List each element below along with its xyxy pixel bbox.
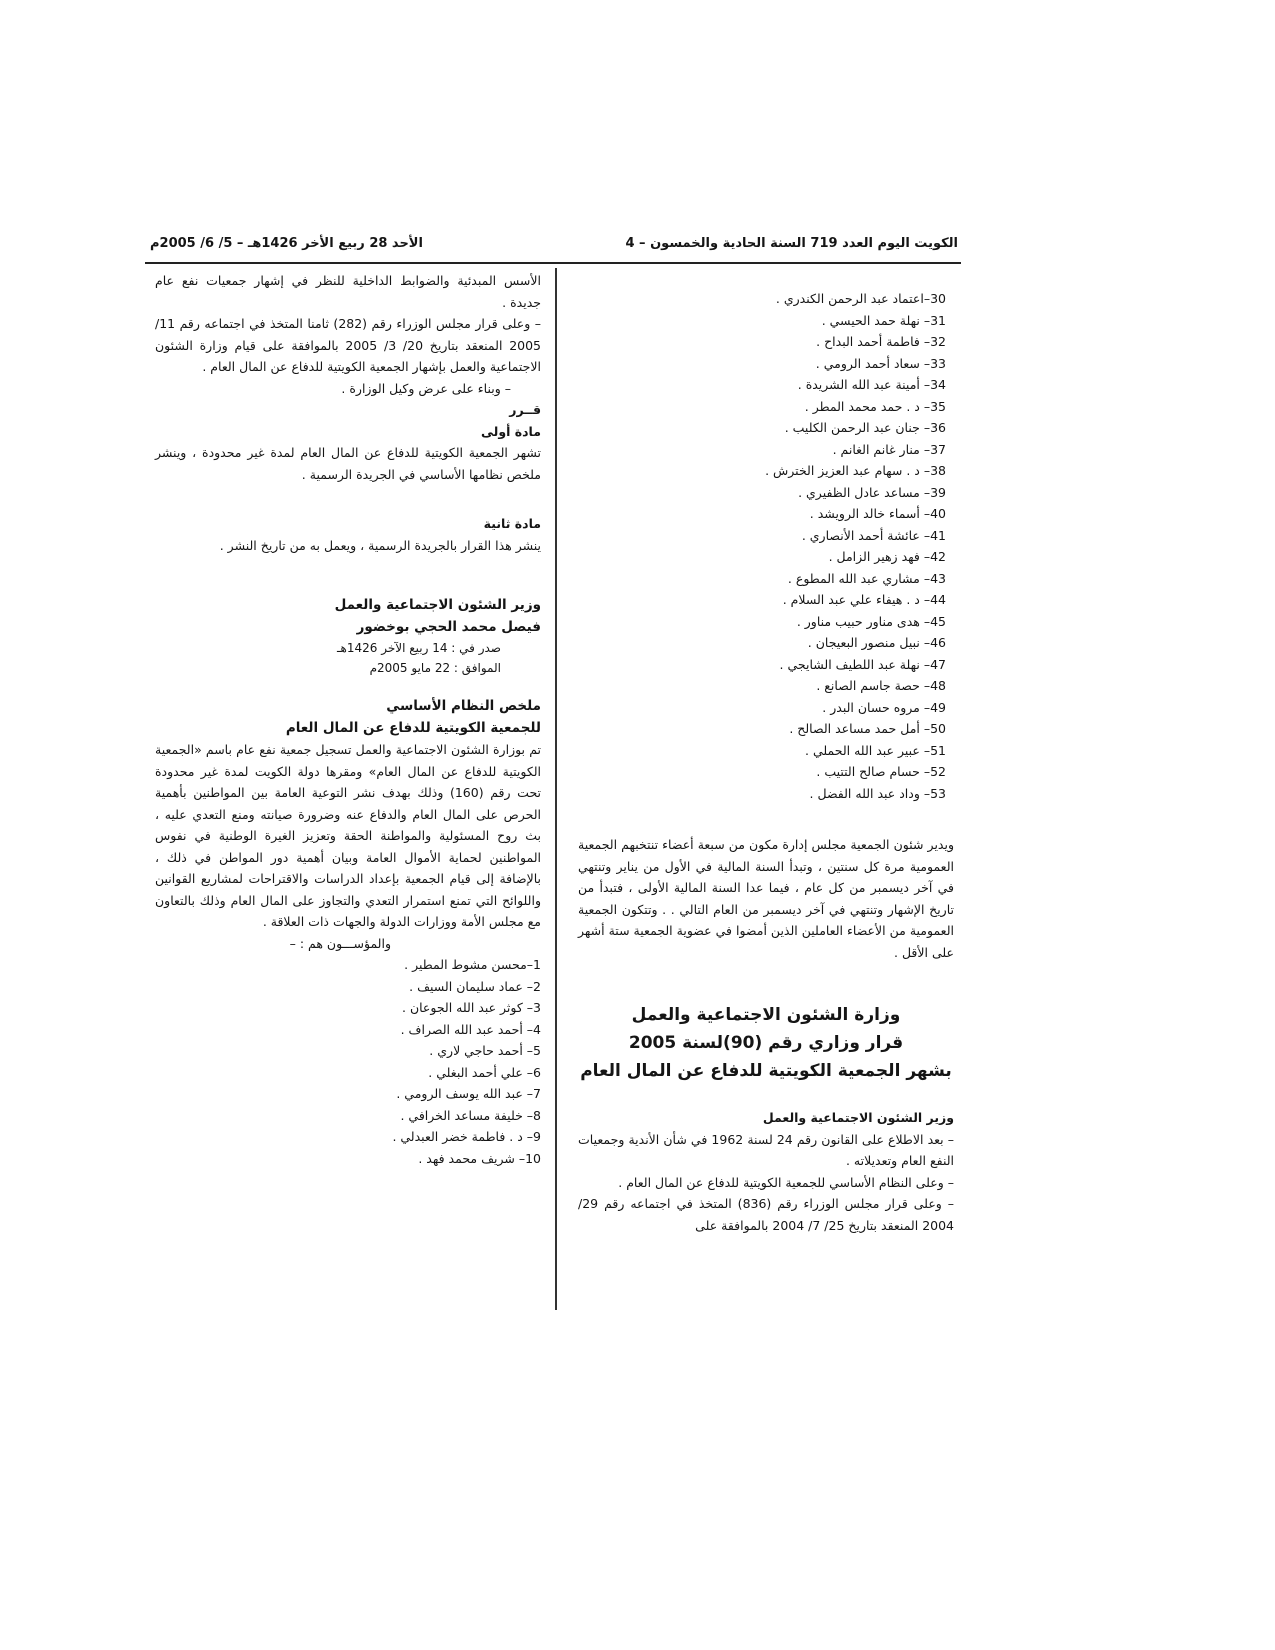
list-item: 32– فاطمة أحمد البداح . bbox=[816, 334, 946, 349]
summary-subtitle: للجمعية الكويتية للدفاع عن المال العام bbox=[285, 719, 541, 736]
founders-list bbox=[155, 954, 541, 1169]
column-divider bbox=[555, 268, 557, 1310]
management-paragraph: ويدير شئون الجمعية مجلس إدارة مكون من سبعة أعضاء تنتخبهم الجمعية العمومية مرة كل سنتين ، وتبدأ السنة المالية في الأول من يناير وتنتهي في آخر ديسمبر من كل عام ، فيما عدا السنة المالية الأولى ، فتبدأ من تاريخ الإشهار وتنتهي في آخر ديسمبر من العام التالي . . وتتكون الجمعية العمومية من الأعضاء العاملين الذين أمضوا في عضوية الجمعية ستة أشهر على الأقل . bbox=[578, 837, 954, 960]
list-item: 43– مشاري عبد الله المطوع . bbox=[787, 570, 946, 586]
summary-title: ملخص النظام الأساسي bbox=[386, 698, 541, 714]
members-list bbox=[701, 288, 946, 804]
decree-ministry-title: وزارة الشئون الاجتماعية والعمل bbox=[631, 1005, 901, 1025]
list-item: 52– حسام صالح التتيب . bbox=[816, 764, 946, 779]
article-1-title: مادة أولى bbox=[481, 423, 541, 439]
page-header bbox=[150, 232, 958, 260]
list-item: 39– مساعد عادل الظفيري . bbox=[798, 484, 946, 500]
whereas-clause: – وعلى النظام الأساسي للجمعية الكويتية للدفاع عن المال العام . bbox=[618, 1174, 954, 1190]
decree-title-block bbox=[578, 1001, 954, 1085]
list-item: 50– أمل حمد مساعد الصالح . bbox=[789, 721, 946, 736]
list-item: 47– نهلة عبد اللطيف الشايجي . bbox=[779, 656, 946, 672]
list-item: 44– د . هيفاء علي عبد السلام . bbox=[782, 592, 946, 607]
continued-paragraph: الأسس المبدئية والضوابط الداخلية للنظر في إشهار جمعيات نفع عام جديدة . bbox=[155, 273, 541, 310]
list-item: 5– أحمد حاجي لاري . bbox=[429, 1043, 541, 1058]
list-item: 36– جنان عبد الرحمن الكليب . bbox=[784, 420, 946, 435]
decree-number-title: قرار وزاري رقم (90)لسنة 2005 bbox=[628, 1033, 904, 1053]
signature-name: فيصل محمد الحجي بوخضور bbox=[356, 619, 541, 635]
list-item: 8– خليفة مساعد الخرافي . bbox=[400, 1107, 541, 1123]
list-item: 9– د . فاطمة خضر العبدلي . bbox=[392, 1129, 541, 1144]
list-item: 38– د . سهام عبد العزيز الخترش . bbox=[765, 463, 946, 478]
list-item: 48– حصة جاسم الصانع . bbox=[816, 678, 946, 693]
list-item: 40– أسماء خالد الرويشد . bbox=[809, 506, 946, 521]
corresponding-date: الموافق : 22 مايو 2005م bbox=[369, 661, 501, 675]
list-item: 6– علي أحمد البغلي . bbox=[428, 1064, 541, 1080]
list-item: 7– عبد الله يوسف الرومي . bbox=[396, 1086, 541, 1101]
decree-subject-title: بشهر الجمعية الكويتية للدفاع عن المال العام bbox=[580, 1061, 952, 1081]
header-date: الأحد 28 ربيع الأخر 1426هـ – 5/ 6/ 2005م bbox=[150, 236, 423, 251]
whereas-clause: – وبناء على عرض وكيل الوزارة . bbox=[341, 380, 511, 396]
left-column bbox=[155, 270, 541, 1169]
signature-title: وزير الشئون الاجتماعية والعمل bbox=[334, 597, 541, 613]
article-1-text: تشهر الجمعية الكويتية للدفاع عن المال العام لمدة غير محدودة ، وينشر ملخص نظامها الأساسي في الجريدة الرسمية . bbox=[155, 445, 541, 482]
list-item: 4– أحمد عبد الله الصراف . bbox=[400, 1021, 541, 1037]
list-item: 46– نبيل منصور البعيجان . bbox=[807, 635, 946, 650]
issue-date: صدر في : 14 ربيع الآخر 1426هـ bbox=[337, 641, 501, 655]
list-item: 53– وداد عبد الله الفضل . bbox=[809, 785, 946, 801]
decided-heading: قــرر bbox=[509, 402, 541, 417]
whereas-clause: – بعد الاطلاع على القانون رقم 24 لسنة 1962 في شأن الأندية وجمعيات النفع العام وتعديلاته . bbox=[578, 1131, 954, 1168]
right-column bbox=[578, 288, 954, 1236]
header-rule bbox=[145, 262, 961, 264]
signature-block bbox=[155, 594, 541, 678]
summary-paragraph: تم بوزارة الشئون الاجتماعية والعمل تسجيل جمعية نفع عام باسم «الجمعية الكويتية للدفاع عن المال العام» ومقرها دولة الكويت لمدة غير محدودة تحت رقم (160) وذلك بهدف نشر التوعية العامة بين المواطنين بأهمية الحرص على المال العام والدفاع عنه وضرورة صيانته ومنع التعدي عليه ، بث روح المسئولية والمواطنة الحقة وتعزيز الغيرة الوطنية في نفوس المواطنين لحماية الأموال العامة وبيان أهمية دور المواطن في ذلك ، بالإضافة إلى قيام الجمعية بإعداد الدراسات والاقتراحات لمشاريع القوانين واللوائح التي تمنع استمرار التعدي والتجاوز على المال العام وذلك بالتعاون مع مجلس الأمة ووزارات الدولة والجهات ذات العلاقة . bbox=[155, 742, 541, 929]
list-item: 45– هدى مناور حبيب مناور . bbox=[796, 613, 946, 629]
article-2-text: ينشر هذا القرار بالجريدة الرسمية ، ويعمل به من تاريخ النشر . bbox=[219, 537, 541, 553]
list-item: 37– منار غانم الغانم . bbox=[832, 441, 946, 457]
list-item: 10– شريف محمد فهد . bbox=[418, 1150, 541, 1166]
list-item: 30–اعتماد عبد الرحمن الكندري . bbox=[775, 291, 946, 306]
whereas-clause: – وعلى قرار مجلس الوزراء رقم (282) ثامنا المتخذ في اجتماعه رقم 11/ 2005 المنعقد بتاريخ 20/ 3/ 2005 بالموافقة على قيام وزارة الشئون الاجتماعية والعمل بإشهار الجمعية الكويتية للدفاع عن المال العام . bbox=[155, 316, 541, 374]
minister-heading: وزير الشئون الاجتماعية والعمل bbox=[762, 1110, 954, 1125]
summary-title-block bbox=[155, 696, 541, 739]
article-2-title: مادة ثانية bbox=[483, 516, 541, 531]
list-item: 41– عائشة أحمد الأنصاري . bbox=[801, 527, 946, 543]
list-item: 51– عبير عبد الله الحملي . bbox=[805, 742, 946, 758]
list-item: 31– نهلة حمد الحيسي . bbox=[821, 312, 946, 328]
header-issue-info: الكويت اليوم العدد 719 السنة الحادية والخمسون – 4 bbox=[625, 236, 958, 251]
list-item: 34– أمينة عبد الله الشريدة . bbox=[797, 377, 946, 392]
list-item: 35– د . حمد محمد المطر . bbox=[804, 398, 946, 414]
list-item: 2– عماد سليمان السيف . bbox=[409, 978, 541, 994]
list-item: 33– سعاد أحمد الرومي . bbox=[815, 355, 946, 371]
list-item: 3– كوثر عبد الله الجوعان . bbox=[402, 1000, 541, 1015]
list-item: 1–محسن مشوط المطير . bbox=[404, 957, 541, 972]
founders-label: والمؤســـون هم : – bbox=[289, 935, 391, 951]
list-item: 49– مروه حسان البدر . bbox=[822, 699, 946, 715]
whereas-clause: – وعلى قرار مجلس الوزراء رقم (836) المتخذ في اجتماعه رقم 29/ 2004 المنعقد بتاريخ 25/ 7/ 2004 بالموافقة على bbox=[578, 1196, 955, 1233]
list-item: 42– فهد زهير الزامل . bbox=[828, 549, 946, 564]
